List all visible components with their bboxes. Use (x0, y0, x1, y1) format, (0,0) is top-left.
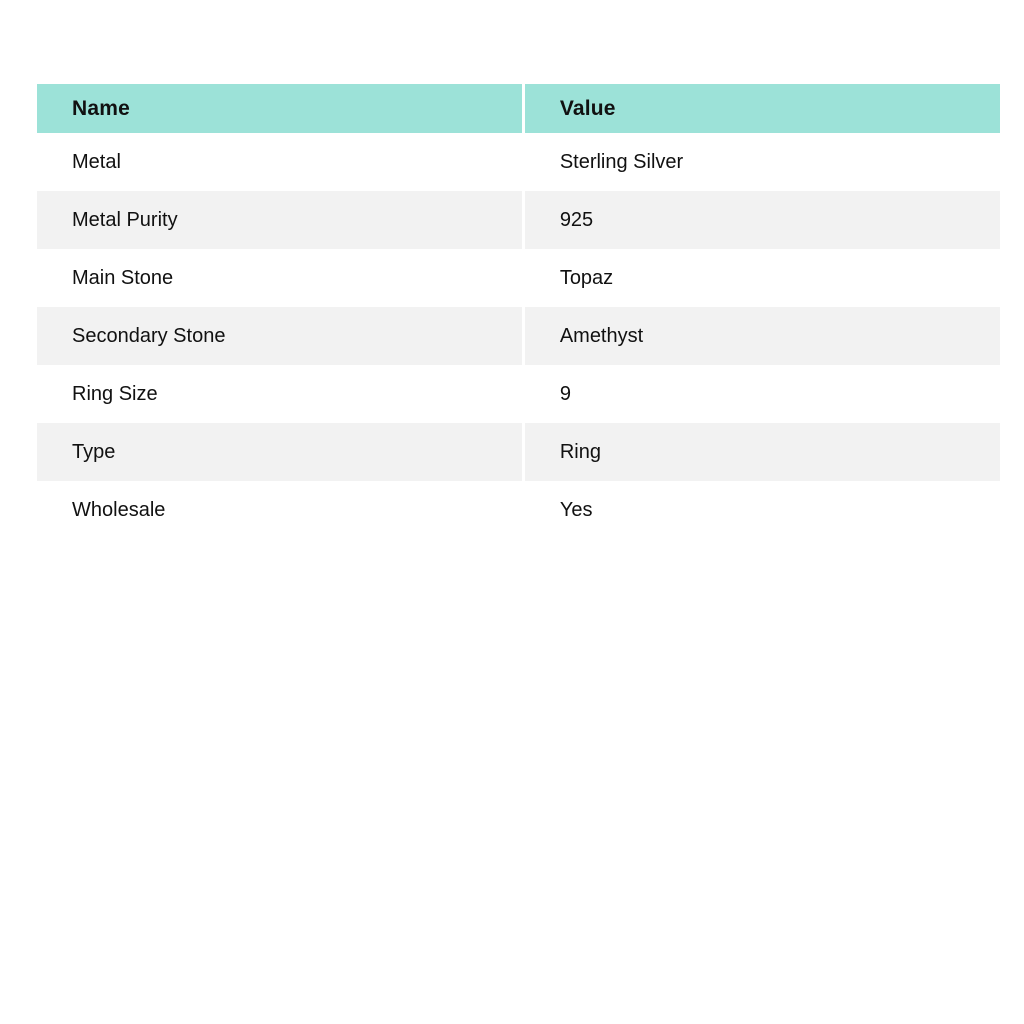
attribute-name-cell: Main Stone (37, 249, 523, 307)
table-row (37, 191, 1000, 249)
table-row (37, 133, 1000, 191)
attribute-value-cell: Amethyst (523, 307, 1000, 365)
attribute-name-cell: Metal Purity (37, 191, 523, 249)
attribute-name-cell: Wholesale (37, 481, 523, 539)
attribute-value-cell: Yes (523, 481, 1000, 539)
attribute-value-cell: Sterling Silver (523, 133, 1000, 191)
attribute-value-cell: 925 (523, 191, 1000, 249)
attribute-value-cell: Topaz (523, 249, 1000, 307)
table-row (37, 249, 1000, 307)
column-header-value: Value (523, 84, 1000, 133)
table-row (37, 365, 1000, 423)
attribute-name-cell: Metal (37, 133, 523, 191)
attributes-table-container (37, 84, 1000, 539)
attribute-value-cell: 9 (523, 365, 1000, 423)
table-header-row (37, 84, 1000, 133)
table-row (37, 307, 1000, 365)
attribute-name-cell: Type (37, 423, 523, 481)
column-header-name: Name (37, 84, 523, 133)
attribute-value-cell: Ring (523, 423, 1000, 481)
attribute-name-cell: Secondary Stone (37, 307, 523, 365)
attribute-name-cell: Ring Size (37, 365, 523, 423)
table-row (37, 423, 1000, 481)
table-row (37, 481, 1000, 539)
attributes-table (37, 84, 1000, 539)
